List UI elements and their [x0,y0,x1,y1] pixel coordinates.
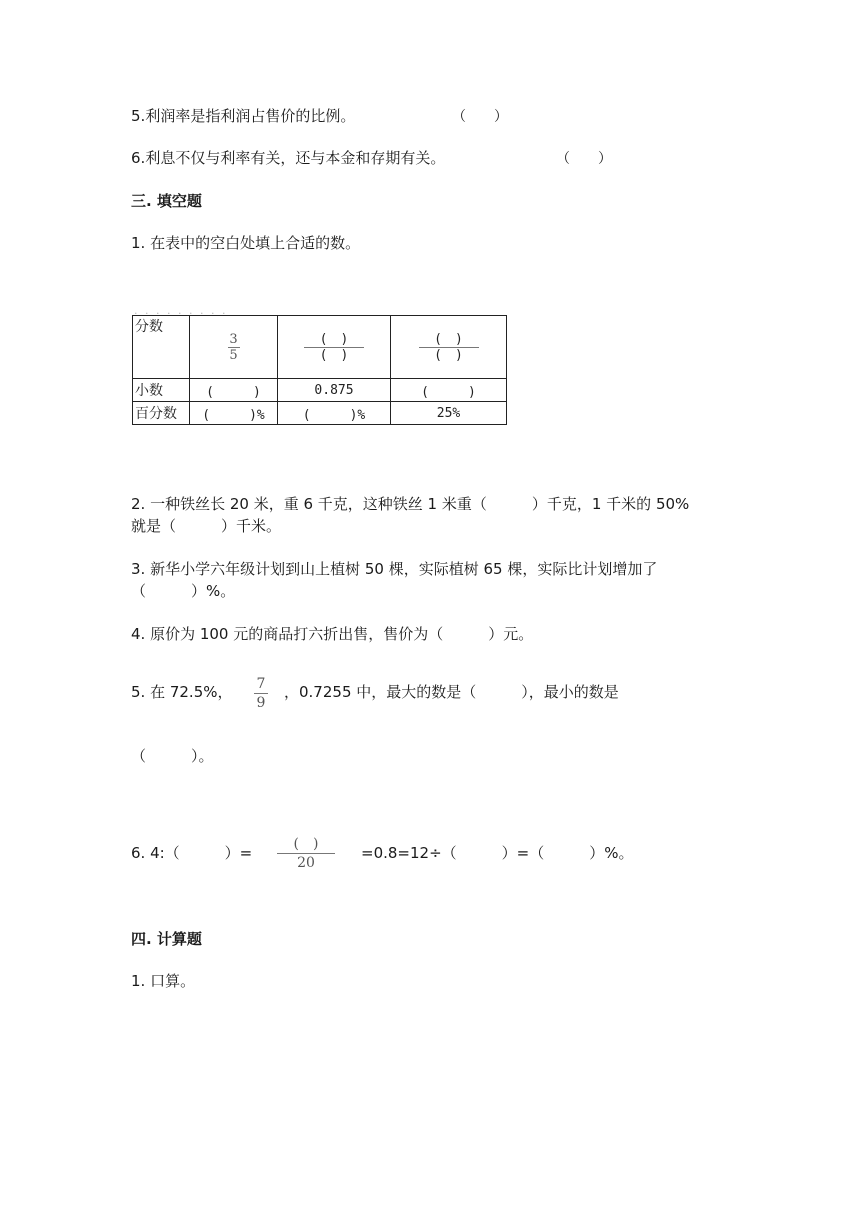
decimal-blank[interactable]: ( ) [190,379,278,402]
table-row [133,402,507,425]
fraction-cell [190,316,278,379]
table-row [133,379,507,402]
section-title-calculation: 四. 计算题 [131,930,202,948]
row-label-decimal: 小数 [133,379,190,402]
item-number: 6. [131,149,146,167]
answer-blank[interactable]: （ ） [452,109,508,125]
question-3-line-2: （ ）%。 [131,582,236,600]
denominator: 5 [229,347,238,363]
item-text: 利润率是指利润占售价的比例。 [145,107,356,125]
percent-value: 25% [391,402,507,425]
numerator-blank[interactable]: ( ) [293,836,319,852]
denominator-blank[interactable]: ( ) [319,347,349,363]
numerator-blank[interactable]: ( ) [319,331,349,347]
row-label-fraction: 分数 [133,316,190,379]
item-number: 5. [131,107,146,125]
conversion-table [132,315,507,425]
fraction-blank-over-20[interactable] [277,836,335,871]
question-6-suffix: =0.8=12÷（ ）=（ ）%。 [361,844,634,862]
numerator: 7 [256,676,266,692]
denominator-blank[interactable]: ( ) [434,347,463,363]
question-5-suffix: ，0.7255 中，最大的数是（ ），最小的数是 [284,683,619,701]
answer-blank[interactable]: （ ） [556,151,612,167]
section-title-fill-in: 三. 填空题 [131,192,202,210]
question-5-line-2: （ ）。 [131,747,214,765]
question-2-line-1: 2. 一种铁丝长 20 米，重 6 千克，这种铁丝 1 米重（ ）千克，1 千米的 50% [131,495,690,513]
question-5-prefix: 5. 在 72.5%， [131,683,233,701]
table-row [133,316,507,379]
calc-question-1: 1. 口算。 [131,972,196,990]
fraction-bar [277,853,335,854]
judgement-item-5 [131,105,355,127]
fraction-cell[interactable] [391,316,507,379]
decimal-blank[interactable]: ( ) [391,379,507,402]
percent-blank[interactable]: ( )% [190,402,278,425]
judgement-item-6 [131,147,445,169]
fraction-bar [254,693,268,694]
denominator: 20 [297,855,315,871]
question-3-line-1: 3. 新华小学六年级计划到山上植树 50 棵，实际植树 65 棵，实际比计划增加了 [131,560,658,578]
fraction-cell[interactable] [278,316,391,379]
decimal-value: 0.875 [278,379,391,402]
percent-blank[interactable]: ( )% [278,402,391,425]
numerator-blank[interactable]: ( ) [434,331,463,347]
question-1: 1. 在表中的空白处填上合适的数。 [131,234,361,252]
question-4: 4. 原价为 100 元的商品打六折出售，售价为（ ）元。 [131,625,534,643]
question-6-prefix: 6. 4:（ ）= [131,844,253,862]
item-text: 利息不仅与利率有关，还与本金和存期有关。 [145,149,446,167]
numerator: 3 [229,331,238,347]
row-label-percent: 百分数 [133,402,190,425]
faded-scan-text: · · · · · · · · · [134,307,228,320]
question-2-line-2: 就是（ ）千米。 [131,517,282,535]
denominator: 9 [256,695,266,711]
fraction-7-9 [254,676,268,711]
